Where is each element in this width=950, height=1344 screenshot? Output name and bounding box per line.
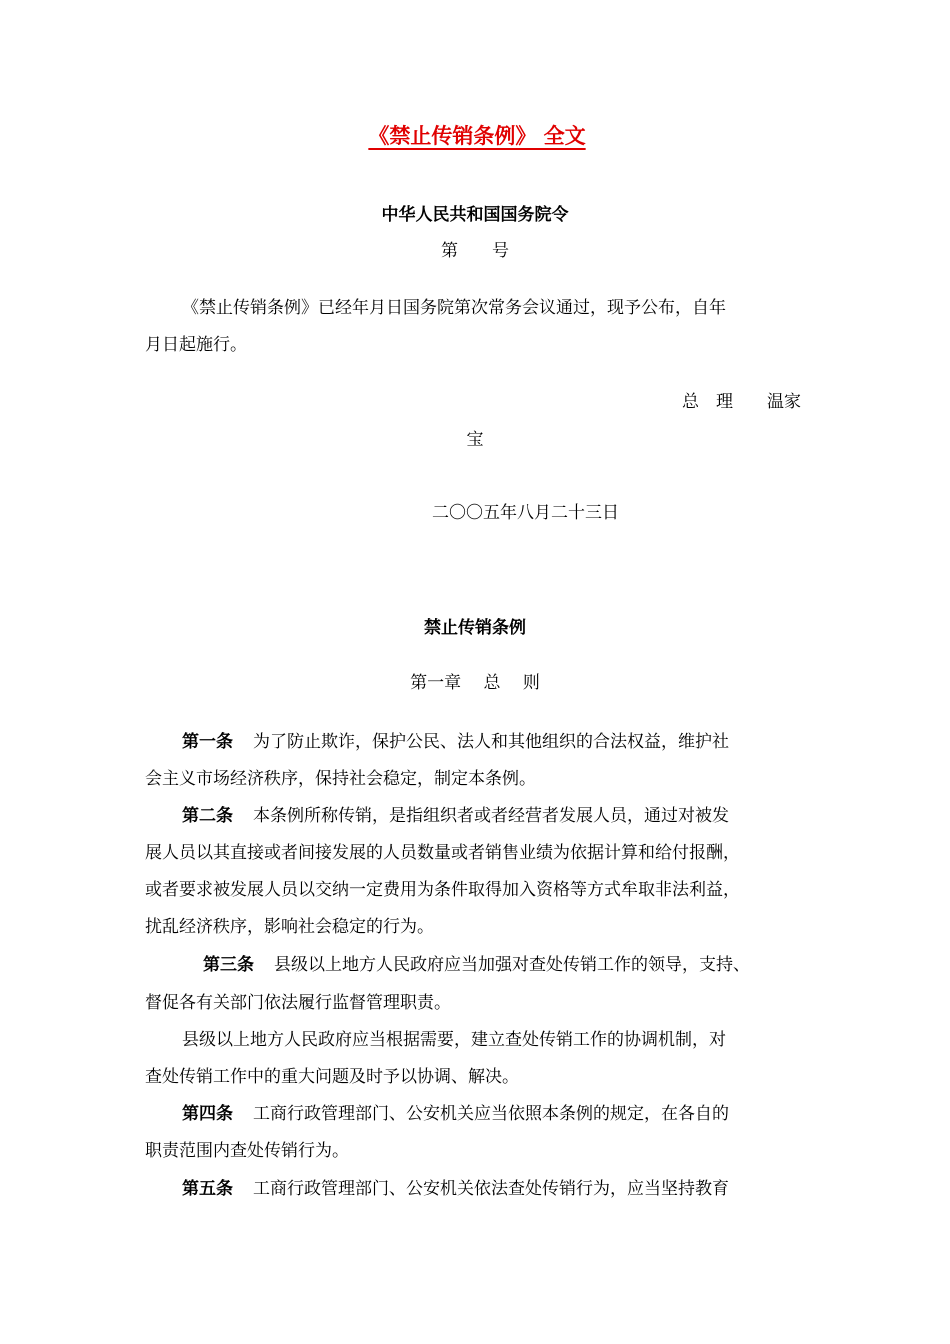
article-3-line-1 [203,950,750,975]
decree-date: 二〇〇五年八月二十三日 [432,503,619,523]
article-2-line-3: 或者要求被发展人员以交纳一定费用为条件取得加入资格等方式牟取非法利益， [145,880,740,900]
article-4-label: 第四条 [182,1104,233,1124]
decree-heading: 中华人民共和国国务院令 [381,205,569,225]
decree-number: 第 号 [441,241,509,261]
article-1-line-2: 会主义市场经济秩序，保持社会稳定，制定本条例。 [145,769,536,789]
article-2-text-1: 本条例所称传销，是指组织者或者经营者发展人员，通过对被发 [253,806,729,826]
article-1-line-1 [182,727,729,752]
article-3-para-2-line-2: 查处传销工作中的重大问题及时予以协调、解决。 [145,1067,519,1087]
article-2-line-1 [182,801,729,826]
article-5-label: 第五条 [182,1179,233,1199]
signature-line-1: 总 理 温家 [682,392,801,412]
article-5-text-1: 工商行政管理部门、公安机关依法查处传销行为，应当坚持教育 [253,1179,729,1199]
document-title [0,120,950,150]
article-2-line-2: 展人员以其直接或者间接发展的人员数量或者销售业绩为依据计算和给付报酬， [145,843,740,863]
article-5-line-1 [182,1174,729,1199]
regulation-title: 禁止传销条例 [424,618,526,638]
article-3-para-2-line-1: 县级以上地方人民政府应当根据需要，建立查处传销工作的协调机制，对 [182,1030,726,1050]
article-1-label: 第一条 [182,732,233,752]
article-2-label: 第二条 [182,806,233,826]
intro-line-2: 月日起施行。 [145,335,247,355]
article-4-text-1: 工商行政管理部门、公安机关应当依照本条例的规定，在各自的 [253,1104,729,1124]
document-title-text: 《禁止传销条例》 全文 [368,124,586,148]
intro-line-1: 《禁止传销条例》已经年月日国务院第次常务会议通过，现予公布，自年 [182,298,726,318]
article-4-line-2: 职责范围内查处传销行为。 [145,1141,349,1161]
article-3-text-1: 县级以上地方人民政府应当加强对查处传销工作的领导，支持、 [274,955,750,975]
article-3-line-2: 督促各有关部门依法履行监督管理职责。 [145,993,451,1013]
signature-line-2: 宝 [466,430,484,450]
article-3-label: 第三条 [203,955,254,975]
article-1-text-1: 为了防止欺诈，保护公民、法人和其他组织的合法权益，维护社 [253,732,729,752]
article-4-line-1 [182,1099,729,1124]
article-2-line-4: 扰乱经济秩序，影响社会稳定的行为。 [145,917,434,937]
chapter-heading: 第一章 总 则 [410,673,540,693]
